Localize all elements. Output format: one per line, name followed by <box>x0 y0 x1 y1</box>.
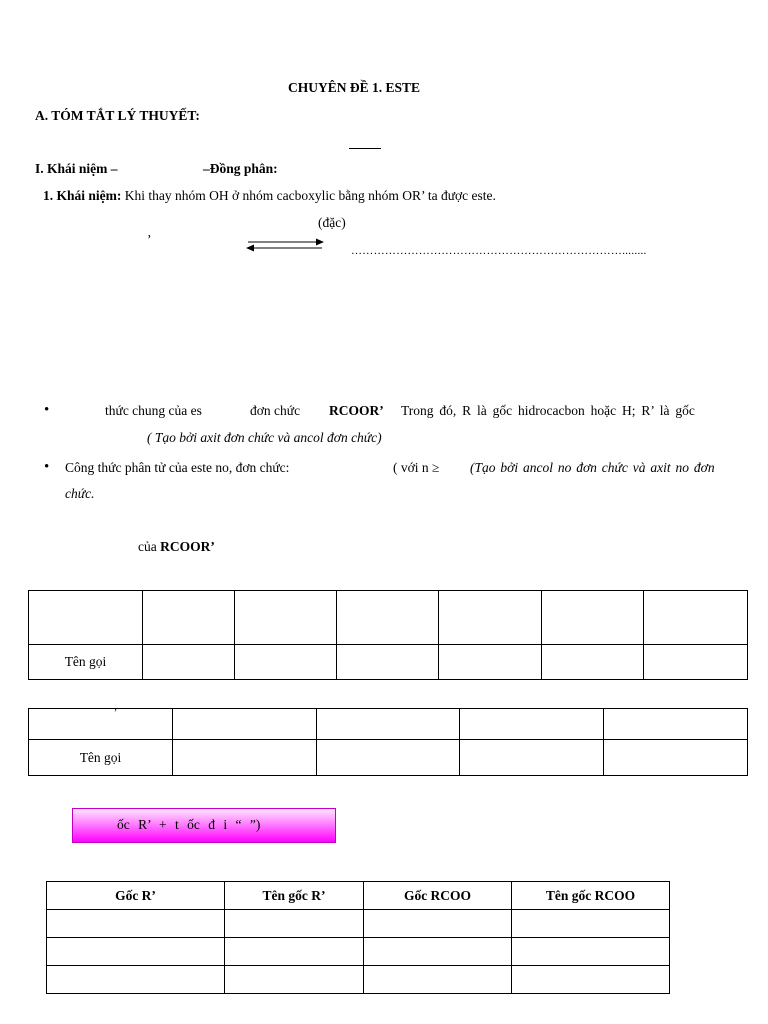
table-2-name-label: Tên gọi <box>29 740 173 776</box>
bullet-2-italic: (Tạo bởi ancol no đơn chức và axit no đơn <box>470 460 715 475</box>
section-1-heading-right: –Đồng phân: <box>203 161 278 176</box>
highlight-text: ốc R’ + t ốc đ i “ ”) <box>117 817 261 832</box>
section-a-heading: A. TÓM TẮT LÝ THUYẾT: <box>35 108 200 123</box>
table-row <box>29 709 748 740</box>
bullet-icon: • <box>44 459 50 475</box>
page-title: CHUYÊN ĐỀ 1. ESTE <box>288 80 421 95</box>
bullet-1-part-c: Trong đó, R là gốc hidrocacbon hoặc H; R’ là gốc <box>401 403 695 418</box>
table-header-goc-r: Gốc R’ <box>47 882 225 910</box>
short-rule <box>349 148 381 149</box>
table-header-ten-goc-rcoo: Tên gốc RCOO <box>512 882 670 910</box>
bullet-icon: • <box>44 402 50 418</box>
catalyst-label: (đặc) <box>318 215 346 230</box>
naming-formula: RCOOR’ <box>160 539 215 554</box>
table-row <box>29 591 748 645</box>
table-row <box>29 740 748 776</box>
naming-line <box>138 539 215 555</box>
bullet-2-text: Công thức phân tử của este no, đơn chức: <box>65 460 290 475</box>
bullet-1-formula: RCOOR’ <box>329 403 384 418</box>
table-row <box>47 938 670 966</box>
definition-line <box>43 188 496 204</box>
equilibrium-arrow-icon <box>244 238 326 252</box>
bullet-1-part-b: đơn chức <box>250 403 301 418</box>
definition-label: 1. Khái niệm: <box>43 188 122 203</box>
table-row <box>47 910 670 938</box>
definition-text: Khi thay nhóm OH ở nhóm cacboxylic bằng nhóm OR’ ta được este. <box>124 188 496 203</box>
ester-name-table-1 <box>28 590 748 680</box>
table-2-row-1-label: ’ <box>29 709 173 740</box>
section-1-heading-left: I. Khái niệm – <box>35 161 118 176</box>
table-header-ten-goc-r: Tên gốc R’ <box>225 882 364 910</box>
dotted-fill-line: ………………………………………………………………........ <box>351 245 647 257</box>
bullet-2-mid: ( với n ≥ <box>393 460 440 475</box>
reaction-comma: ’ <box>147 232 152 247</box>
bullet-1-part-a: thức chung của es <box>105 403 202 418</box>
ester-name-table-2 <box>28 708 748 776</box>
table-1-name-label: Tên gọi <box>29 645 143 680</box>
radical-name-table <box>46 881 670 994</box>
table-row <box>29 645 748 680</box>
bullet-1-line-2: ( Tạo bởi axit đơn chức và ancol đơn chức) <box>147 430 382 445</box>
naming-of: của <box>138 539 157 554</box>
table-header-goc-rcoo: Gốc RCOO <box>364 882 512 910</box>
bullet-2-line-2: chức. <box>65 486 95 501</box>
table-row <box>47 966 670 994</box>
table-header-row <box>47 882 670 910</box>
